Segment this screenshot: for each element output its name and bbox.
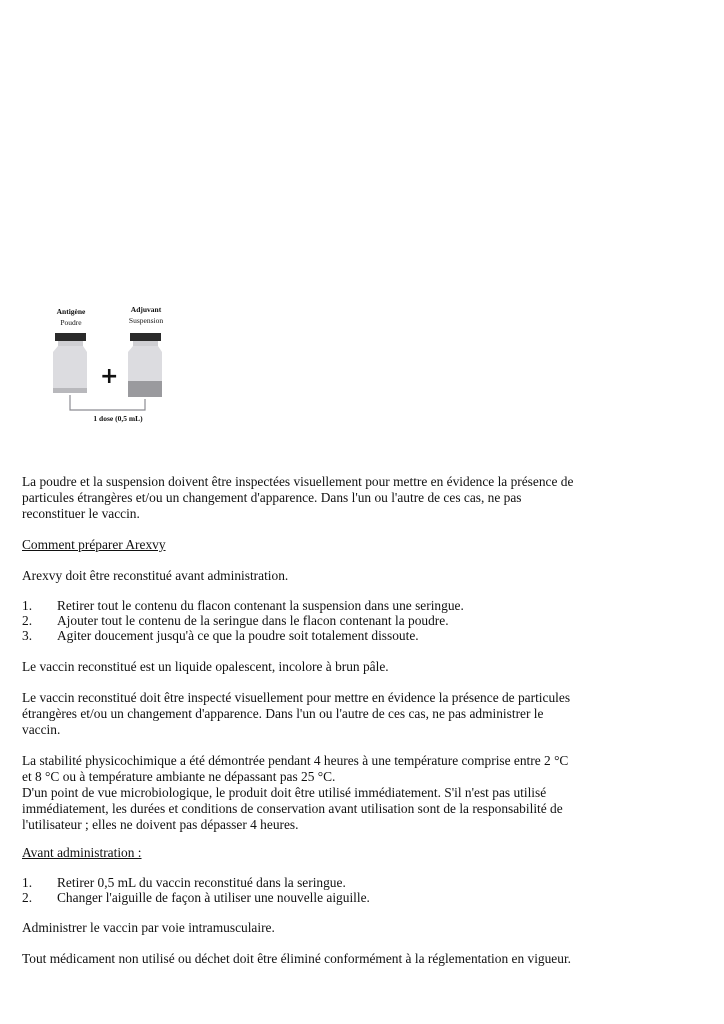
- list-number: 1.: [22, 598, 33, 613]
- list-number: 2.: [22, 613, 33, 628]
- antigen-subtitle: Poudre: [60, 318, 82, 327]
- prep-heading: Comment préparer Arexvy: [22, 537, 166, 552]
- text-line: La stabilité physicochimique a été démontrée pendant 4 heures à une température comprise entre 2 °C: [22, 753, 569, 768]
- vials-drawing: [40, 300, 200, 430]
- dose-label: 1 dose (0,5 mL): [93, 414, 143, 423]
- adjuvant-subtitle: Suspension: [128, 316, 164, 325]
- reconstituted-description: Le vaccin reconstitué est un liquide opalescent, incolore à brun pâle.: [22, 659, 389, 674]
- dose-bracket: [70, 395, 145, 410]
- inspection-paragraph: [22, 474, 682, 522]
- stability-paragraph: [22, 753, 682, 833]
- admin-route: Administrer le vaccin par voie intramusculaire.: [22, 920, 275, 935]
- list-text: Retirer tout le contenu du flacon contenant la suspension dans une seringue.: [57, 598, 464, 613]
- list-number: 1.: [22, 875, 33, 890]
- text-line: vaccin.: [22, 722, 61, 737]
- list-number: 2.: [22, 890, 33, 905]
- adjuvant-title: Adjuvant: [130, 305, 162, 314]
- admin-heading: Avant administration :: [22, 845, 142, 860]
- text-line: étrangères et/ou un changement d'apparence. Dans l'un ou l'autre de ces cas, ne pas administrer le: [22, 706, 544, 721]
- list-text: Agiter doucement jusqu'à ce que la poudre soit totalement dissoute.: [57, 628, 419, 643]
- powder-vial: [53, 333, 87, 393]
- text-line: D'un point de vue microbiologique, le produit doit être utilisé immédiatement. S'il n'est pas utilisé: [22, 785, 547, 800]
- text-line: et 8 °C ou à température ambiante ne dépassant pas 25 °C.: [22, 769, 336, 784]
- text-line: immédiatement, les durées et conditions de conservation avant utilisation sont de la responsabilité de: [22, 801, 563, 816]
- list-number: 3.: [22, 628, 33, 643]
- text-line: La poudre et la suspension doivent être inspectées visuellement pour mettre en évidence la présence de: [22, 474, 574, 489]
- list-text: Retirer 0,5 mL du vaccin reconstitué dans la seringue.: [57, 875, 346, 890]
- reconstituted-inspection-paragraph: [22, 690, 682, 738]
- vial-figure: [40, 300, 200, 430]
- text-line: reconstituer le vaccin.: [22, 506, 140, 521]
- suspension-vial: [128, 333, 162, 397]
- list-text: Ajouter tout le contenu de la seringue dans le flacon contenant la poudre.: [57, 613, 449, 628]
- plus-sign: +: [100, 364, 119, 389]
- text-line: l'utilisateur ; elles ne doivent pas dépasser 4 heures.: [22, 817, 299, 832]
- disposal-statement: Tout médicament non utilisé ou déchet doit être éliminé conformément à la réglementation en vigueur.: [22, 951, 572, 966]
- prep-intro: Arexvy doit être reconstitué avant administration.: [22, 568, 289, 583]
- text-line: particules étrangères et/ou un changement d'apparence. Dans l'un ou l'autre de ces cas, ne pas: [22, 490, 522, 505]
- antigen-title: Antigène: [56, 307, 86, 316]
- list-text: Changer l'aiguille de façon à utiliser une nouvelle aiguille.: [57, 890, 370, 905]
- text-line: Le vaccin reconstitué doit être inspecté visuellement pour mettre en évidence la présence de particules: [22, 690, 571, 705]
